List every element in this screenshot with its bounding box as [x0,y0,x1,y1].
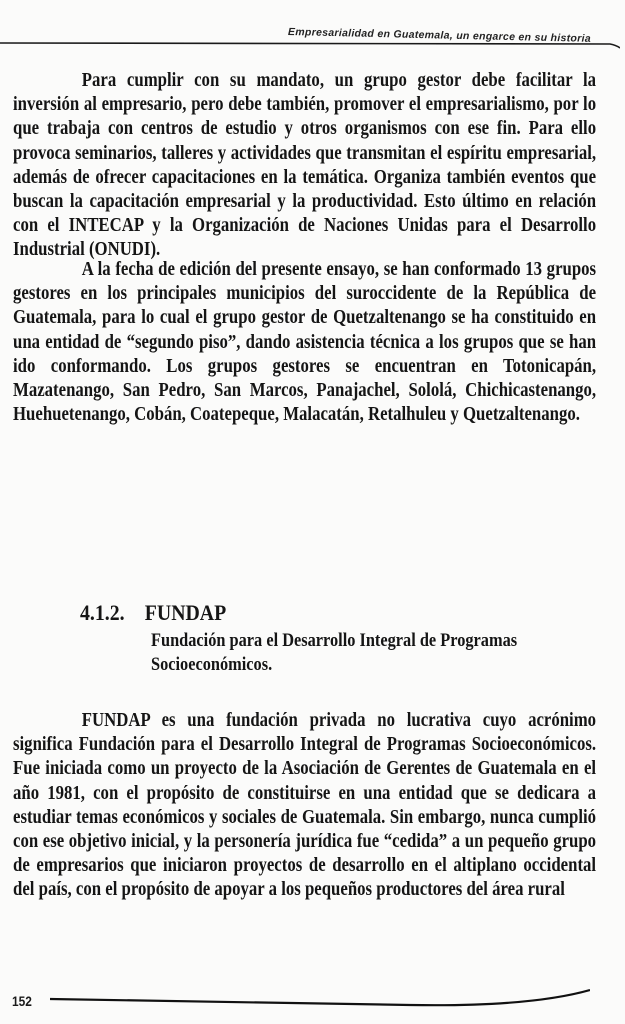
body-paragraph [13,709,596,903]
paragraph-text: FUNDAP es una fundación privada no lucrativa cuyo acrónimo significa Fundación para el Desarrollo Integral de Programas Socioeconómicos. Fue iniciada como un proyecto de la Asociación de Gerentes de Guatemala en el año 1981, con el propósito de constituirse en una entidad que se dedicara a estudiar temas económicos y sociales de Guatemala. Sin embargo, nunca cumplió con ese objetivo inicial, y la personería jurídica fue “cedida” a un pequeño grupo de empresarios que iniciaron proyectos de desarrollo en el altiplano occidental del país, con el propósito de apoyar a los pequeños productores del área rural [13,710,597,901]
header-rule [0,40,620,52]
section-number: 4.1.2. [80,600,125,625]
paragraph-text: Para cumplir con su mandato, un grupo gestor debe facilitar la inversión al empresario, pero debe también, promover el empresarialismo, por lo que trabaja con centros de estudio y otros organismos con ese fin. Para ello provoca seminarios, talleres y actividades que transmitan el espíritu empresarial, además de ofrecer capacitaciones en la temática. Organiza también eventos que buscan la capacitación empresarial y la productividad. Esto último en relación con el INTECAP y la Organización de Naciones Unidas para el Desarrollo Industrial (ONUDI). [13,70,597,261]
paragraph-text: A la fecha de edición del presente ensayo, se han conformado 13 grupos gestores en los principales municipios del suroccidente de la República de Guatemala, para lo cual el grupo gestor de Quetzaltenango se ha constituido en una entidad de “segundo piso”, dando asistencia técnica a los grupos que se han ido conformando. Los grupos gestores se encuentran en Totonicapán, Mazatenango, San Pedro, San Marcos, Panajachel, Sololá, Chichicastenango, Huehuetenango, Cobán, Coatepeque, Malacatán, Retalhuleu y Quetzaltenango. [13,259,597,426]
page-number: 152 [12,993,32,1009]
footer-rule [50,985,590,1010]
body-paragraph [13,69,596,263]
section-heading [80,600,226,626]
running-header: Empresarialidad en Guatemala, un engarce en su historia [287,26,592,45]
section-subtitle: Fundación para el Desarrollo Integral de Programas Socioeconómicos. [151,630,518,675]
body-paragraph [13,258,596,427]
section-title: FUNDAP [144,600,227,625]
